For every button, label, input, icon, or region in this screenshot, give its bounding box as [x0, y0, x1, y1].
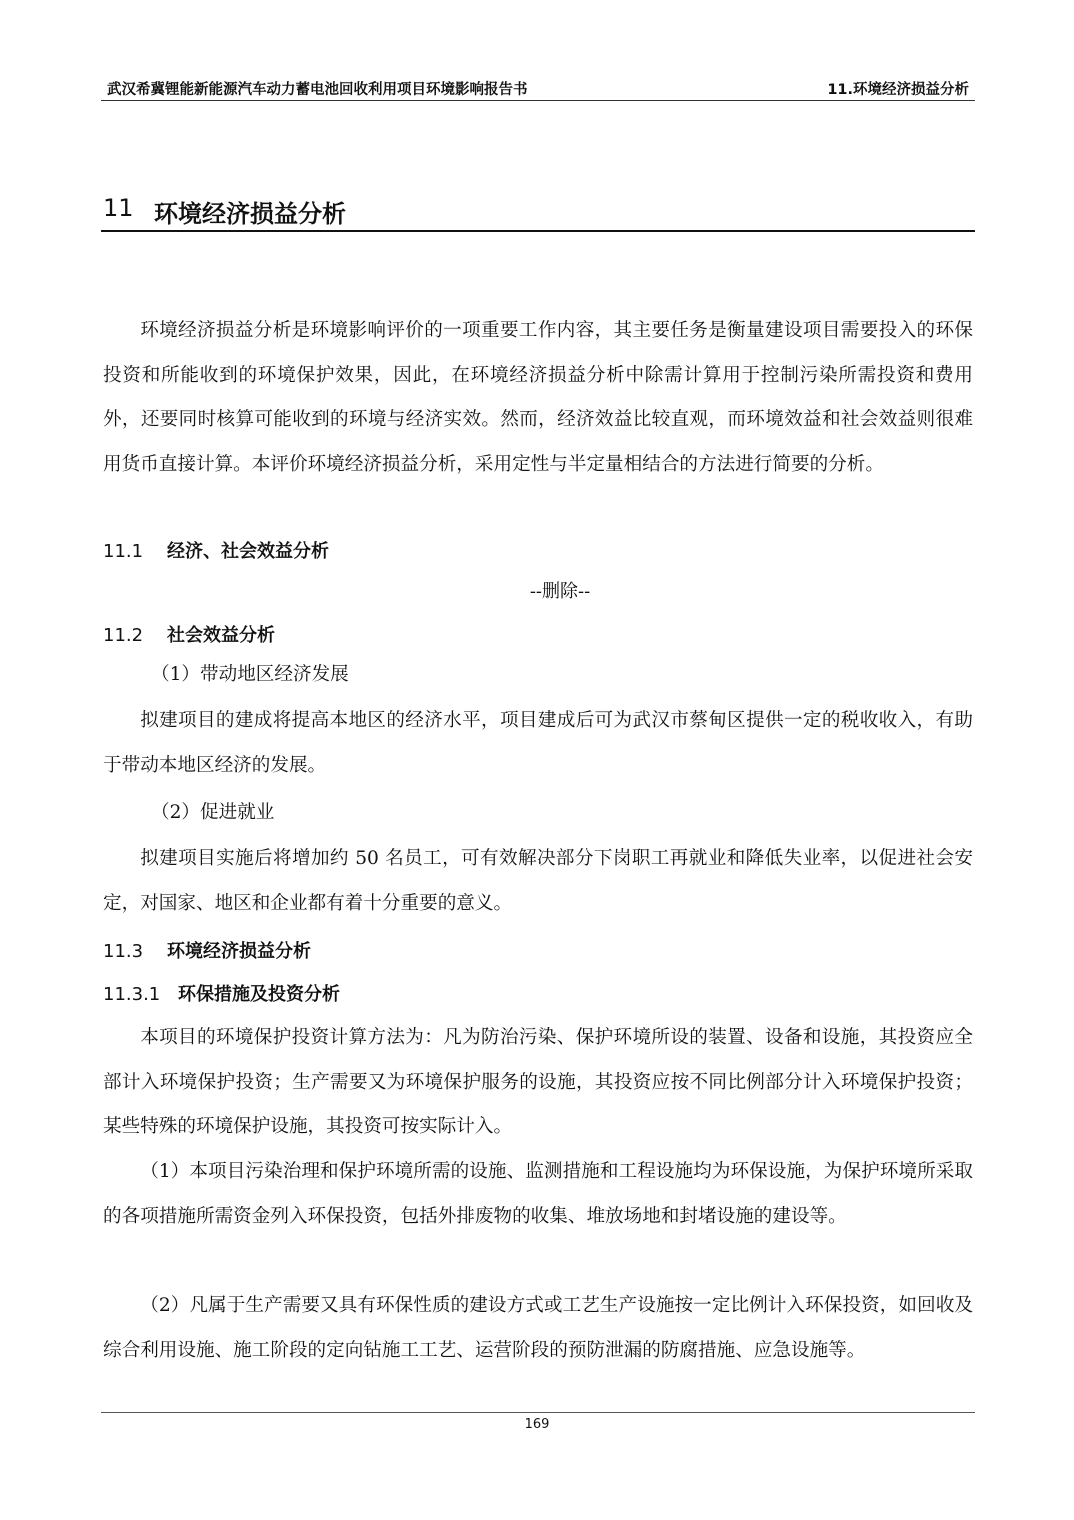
running-header — [101, 74, 975, 100]
paragraph: 本项目的环境保护投资计算方法为：凡为防治污染、保护环境所设的装置、设备和设施，其投资应全部计入环境保护投资；生产需要又为环境保护服务的设施，其投资应按不同比例部分计入环境保护投资；某些特殊的环境保护设施，其投资可按实际计入。 — [103, 1027, 973, 1138]
section-heading-11-1 — [103, 537, 329, 563]
section-title: 社会效益分析 — [167, 625, 275, 646]
header-chapter-title: 11.环境经济损益分析 — [827, 82, 969, 98]
list-item-heading: （1）带动地区经济发展 — [151, 664, 349, 685]
chapter-number: 11 — [103, 194, 134, 222]
section-number: 11.1 — [103, 541, 144, 562]
header-report-title: 武汉希冀锂能新能源汽车动力蓄电池回收利用项目环境影响报告书 — [107, 82, 528, 98]
intro-paragraph: 环境经济损益分析是环境影响评价的一项重要工作内容，其主要任务是衡量建设项目需要投入的环保投资和所能收到的环境保护效果，因此，在环境经济损益分析中除需计算用于控制污染所需投资和费用外，还要同时核算可能收到的环境与经济实效。然而，经济效益比较直观，而环境效益和社会效益则很难用货币直接计算。本评价环境经济损益分析，采用定性与半定量相结合的方法进行简要的分析。 — [103, 320, 973, 475]
list-item-heading: （2）促进就业 — [151, 802, 275, 823]
section-title: 经济、社会效益分析 — [167, 541, 329, 562]
section-number: 11.3.1 — [103, 984, 161, 1005]
paragraph: （2）凡属于生产需要又具有环保性质的建设方式或工艺生产设施按一定比例计入环保投资，如回收及综合利用设施、施工阶段的定向钻施工工艺、运营阶段的预防泄漏的防腐措施、应急设施等。 — [103, 1295, 973, 1361]
section-number: 11.3 — [103, 941, 144, 962]
paragraph: （1）本项目污染治理和保护环境所需的设施、监测措施和工程设施均为环保设施，为保护环境所采取的各项措施所需资金列入环保投资，包括外排废物的收集、堆放场地和封堵设施的建设等。 — [103, 1161, 973, 1227]
paragraph: 拟建项目的建成将提高本地区的经济水平，项目建成后可为武汉市蔡甸区提供一定的税收收入，有助于带动本地区经济的发展。 — [103, 710, 973, 776]
paragraph: 拟建项目实施后将增加约 50 名员工，可有效解决部分下岗职工再就业和降低失业率，以促进社会安定，对国家、地区和企业都有着十分重要的意义。 — [103, 848, 973, 914]
page-number: 169 — [524, 1417, 550, 1432]
section-title: 环保措施及投资分析 — [178, 984, 340, 1005]
section-heading-11-2 — [103, 621, 275, 647]
deleted-note: --删除-- — [529, 581, 591, 602]
section-heading-11-3-1 — [103, 980, 340, 1006]
chapter-heading — [101, 190, 975, 232]
section-heading-11-3 — [103, 937, 311, 963]
header-divider — [101, 100, 975, 101]
section-title: 环境经济损益分析 — [167, 941, 311, 962]
section-number: 11.2 — [103, 625, 144, 646]
chapter-title: 环境经济损益分析 — [154, 200, 346, 228]
footer-divider — [101, 1412, 975, 1413]
